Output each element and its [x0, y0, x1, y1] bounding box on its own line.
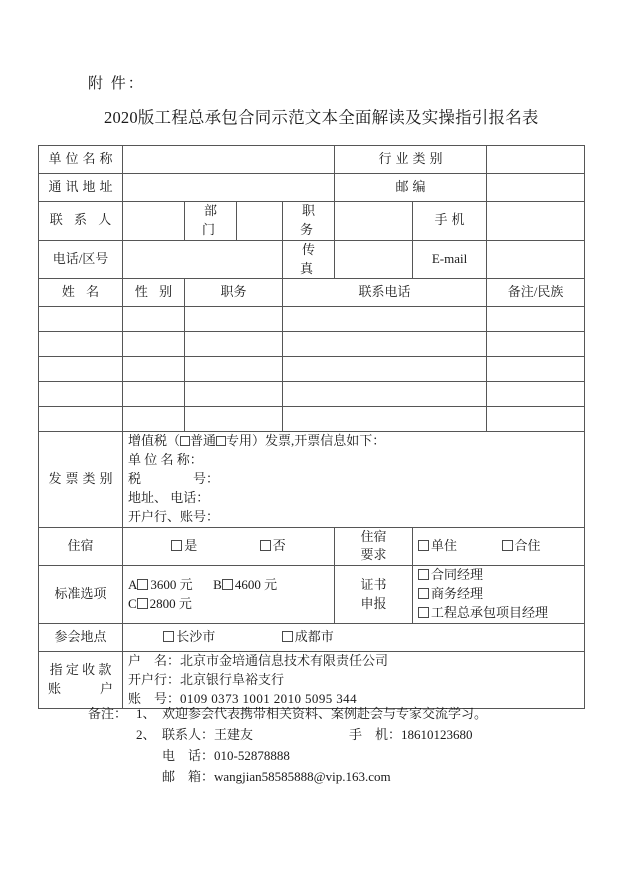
cell-remark[interactable]	[487, 407, 585, 432]
note-row-2	[88, 724, 588, 745]
label-unit-name: 单位名称	[39, 146, 123, 174]
note-1-text: 欢迎参会代表携带相关资料、案例赴会与专家交流学习。	[162, 706, 488, 721]
payee-account-name-key: 户 名：	[128, 652, 181, 668]
row-invoice-type	[39, 432, 585, 527]
field-department[interactable]	[237, 202, 283, 241]
certificate-options-line2	[418, 604, 579, 623]
cell-phone[interactable]	[283, 307, 487, 332]
registration-form-table	[38, 145, 585, 709]
payee-bank-value: 北京银行阜裕支行	[180, 671, 285, 687]
cell-phone[interactable]	[283, 382, 487, 407]
standard-options-line2	[128, 595, 329, 614]
field-zip[interactable]	[487, 174, 585, 202]
note-mobile-value: 18610123680	[401, 727, 473, 743]
note-row-email	[88, 766, 588, 787]
note-2-index: 2、	[136, 727, 156, 743]
checkbox-invoice-special[interactable]	[216, 436, 226, 446]
label-certificate-application	[335, 566, 413, 624]
cell-gender[interactable]	[123, 407, 185, 432]
cell-position[interactable]	[185, 307, 283, 332]
payee-bank-key: 开户行：	[128, 671, 181, 687]
cell-gender[interactable]	[123, 382, 185, 407]
note-1-index: 1、	[136, 706, 156, 721]
option-shared-room[interactable]	[502, 537, 541, 556]
label-payee-account	[39, 651, 123, 709]
column-header-gender: 性 别	[123, 279, 185, 307]
option-fee-b[interactable]	[213, 576, 277, 595]
invoice-field-taxno[interactable]: 税 号：	[128, 471, 220, 487]
checkbox-fee-c[interactable]	[137, 598, 148, 609]
checkbox-invoice-normal[interactable]	[180, 436, 190, 446]
label-certificate-line1: 证书	[360, 576, 387, 592]
venue-options-cell	[123, 623, 585, 651]
table-row	[39, 407, 585, 432]
invoice-line-type	[128, 432, 579, 451]
field-fax[interactable]	[335, 240, 413, 279]
checkbox-fee-a[interactable]	[137, 579, 148, 590]
field-unit-name[interactable]	[123, 146, 335, 174]
row-telephone	[39, 240, 585, 279]
invoice-field-company[interactable]: 单 位 名 称：	[128, 452, 203, 468]
row-venue	[39, 623, 585, 651]
checkbox-commercial-manager[interactable]	[418, 588, 429, 599]
cell-gender[interactable]	[123, 357, 185, 382]
cell-gender[interactable]	[123, 332, 185, 357]
payee-account-name-row	[128, 652, 579, 671]
table-row	[39, 332, 585, 357]
invoice-details-cell	[123, 432, 585, 527]
payee-details-cell	[123, 651, 585, 709]
option-fee-c[interactable]	[128, 595, 192, 614]
field-email[interactable]	[487, 240, 585, 279]
label-payee-line1: 指 定 收 款	[49, 662, 112, 678]
field-job-title[interactable]	[335, 202, 413, 241]
field-contact-person[interactable]	[123, 202, 185, 241]
table-row	[39, 357, 585, 382]
option-commercial-manager[interactable]	[418, 585, 483, 604]
note-mobile-pair	[349, 724, 473, 745]
note-2-contact-value: 王建友	[214, 727, 254, 743]
invoice-option-special: 专用	[226, 433, 253, 449]
table-row	[39, 382, 585, 407]
invoice-type-suffix: ）发票,开票信息如下：	[252, 433, 386, 449]
checkbox-venue-chengdu[interactable]	[282, 631, 293, 642]
attachment-label: 附 件：	[88, 76, 145, 92]
checkbox-single-room[interactable]	[418, 540, 429, 551]
label-payee-line2: 账 户	[47, 681, 113, 697]
row-unit-name	[39, 146, 585, 174]
option-single-room-label: 单住	[431, 538, 458, 554]
row-address	[39, 174, 585, 202]
note-tel-value: 010-52878888	[214, 748, 290, 764]
field-industry-type[interactable]	[487, 146, 585, 174]
footer-notes	[88, 703, 588, 787]
label-certificate-line2: 申报	[360, 595, 387, 611]
label-lodging-requirement	[335, 527, 413, 566]
row-standard-options	[39, 566, 585, 624]
option-fee-a-label: 3600 元	[150, 576, 193, 592]
checkbox-lodging-yes[interactable]	[171, 540, 182, 551]
cell-remark[interactable]	[487, 357, 585, 382]
option-fee-c-label: 2800 元	[149, 595, 192, 611]
cell-phone[interactable]	[283, 357, 487, 382]
cell-position[interactable]	[185, 357, 283, 382]
label-job-title: 职 务	[283, 202, 335, 241]
note-row-1	[88, 703, 588, 724]
label-lodging-requirement-line1: 住宿	[360, 528, 387, 544]
option-venue-chengdu[interactable]	[282, 628, 334, 647]
certificate-options-cell	[413, 566, 585, 624]
checkbox-shared-room[interactable]	[502, 540, 513, 551]
cell-gender[interactable]	[123, 307, 185, 332]
cell-position[interactable]	[185, 382, 283, 407]
checkbox-lodging-no[interactable]	[260, 540, 271, 551]
checkbox-fee-b[interactable]	[222, 579, 233, 590]
column-header-phone: 联系电话	[283, 279, 487, 307]
invoice-option-normal: 普通	[190, 433, 217, 449]
note-mobile-key: 手 机：	[349, 727, 402, 743]
lodging-requirement-options-cell	[413, 527, 585, 566]
option-fee-a[interactable]	[128, 576, 193, 595]
label-mobile: 手机	[413, 202, 487, 241]
option-epc-project-manager[interactable]	[418, 604, 548, 623]
payee-account-number-key: 账 号：	[128, 690, 181, 706]
certificate-options-line1	[418, 566, 579, 604]
notes-label: 备注：	[88, 706, 128, 721]
participants-header-row	[39, 279, 585, 307]
field-mobile[interactable]	[487, 202, 585, 241]
label-department: 部 门	[185, 202, 237, 241]
invoice-field-address-phone[interactable]: 地址、 电话：	[128, 489, 210, 505]
cell-name[interactable]	[39, 307, 123, 332]
checkbox-epc-project-manager[interactable]	[418, 607, 429, 618]
option-fee-b-label: 4600 元	[234, 576, 278, 592]
column-header-name: 姓 名	[39, 279, 123, 307]
label-standard-options: 标准选项	[39, 566, 123, 624]
label-industry-type: 行业类别	[335, 146, 487, 174]
note-2-contact-key: 联系人：	[162, 727, 215, 743]
cell-phone[interactable]	[283, 332, 487, 357]
checkbox-contract-manager[interactable]	[418, 569, 429, 580]
note-email-value: wangjian58585888@vip.163.com	[214, 769, 391, 785]
note-row-tel	[88, 745, 588, 766]
option-lodging-no-label: 否	[272, 538, 286, 554]
option-lodging-yes[interactable]	[171, 537, 197, 556]
option-fee-b-prefix: B	[213, 576, 222, 592]
invoice-field-bank-account[interactable]: 开户行、账号：	[128, 508, 220, 524]
cell-position[interactable]	[185, 332, 283, 357]
option-contract-manager-label: 合同经理	[431, 567, 484, 583]
option-venue-changsha[interactable]	[163, 628, 215, 647]
option-lodging-yes-label: 是	[184, 538, 198, 554]
option-fee-c-prefix: C	[128, 595, 137, 611]
row-contact-person	[39, 202, 585, 241]
standard-options-cell	[123, 566, 335, 624]
payee-account-name-value: 北京市金培通信息技术有限责任公司	[180, 652, 389, 668]
label-lodging-requirement-line2: 要求	[360, 547, 387, 563]
label-venue: 参会地点	[39, 623, 123, 651]
option-commercial-manager-label: 商务经理	[431, 586, 484, 602]
table-row	[39, 307, 585, 332]
label-address: 通讯地址	[39, 174, 123, 202]
option-venue-chengdu-label: 成都市	[294, 628, 334, 644]
note-tel-key: 电 话：	[162, 748, 215, 764]
checkbox-venue-changsha[interactable]	[163, 631, 174, 642]
note-email-key: 邮 箱：	[162, 769, 215, 785]
option-single-room[interactable]	[418, 537, 457, 556]
column-header-position: 职务	[185, 279, 283, 307]
option-contract-manager[interactable]	[418, 566, 483, 585]
cell-position[interactable]	[185, 407, 283, 432]
field-address[interactable]	[123, 174, 335, 202]
label-invoice-type: 发票类别	[39, 432, 123, 527]
cell-name[interactable]	[39, 357, 123, 382]
payee-account-number-value: 0109 0373 1001 2010 5095 344	[180, 690, 357, 706]
cell-name[interactable]	[39, 382, 123, 407]
cell-remark[interactable]	[487, 332, 585, 357]
label-lodging: 住宿	[39, 527, 123, 566]
payee-bank-row	[128, 671, 579, 690]
row-lodging	[39, 527, 585, 566]
cell-remark[interactable]	[487, 382, 585, 407]
cell-name[interactable]	[39, 407, 123, 432]
column-header-remark: 备注/民族	[487, 279, 585, 307]
cell-phone[interactable]	[283, 407, 487, 432]
label-telephone: 电话/区号	[39, 240, 123, 279]
label-contact-person: 联 系 人	[39, 202, 123, 241]
invoice-type-prefix: 增值税（	[128, 433, 181, 449]
row-payee-account	[39, 651, 585, 709]
cell-name[interactable]	[39, 332, 123, 357]
label-email: E-mail	[413, 240, 487, 279]
option-venue-changsha-label: 长沙市	[176, 628, 216, 644]
label-fax: 传 真	[283, 240, 335, 279]
standard-options-line1	[128, 576, 329, 595]
lodging-options-cell	[123, 527, 335, 566]
option-fee-a-prefix: A	[128, 576, 138, 592]
label-zip: 邮编	[335, 174, 487, 202]
field-telephone[interactable]	[123, 240, 283, 279]
page-title: 2020版工程总承包合同示范文本全面解读及实操指引报名表	[104, 108, 539, 127]
option-lodging-no[interactable]	[260, 537, 286, 556]
cell-remark[interactable]	[487, 307, 585, 332]
option-shared-room-label: 合住	[514, 538, 541, 554]
option-epc-project-manager-label: 工程总承包项目经理	[431, 604, 549, 620]
